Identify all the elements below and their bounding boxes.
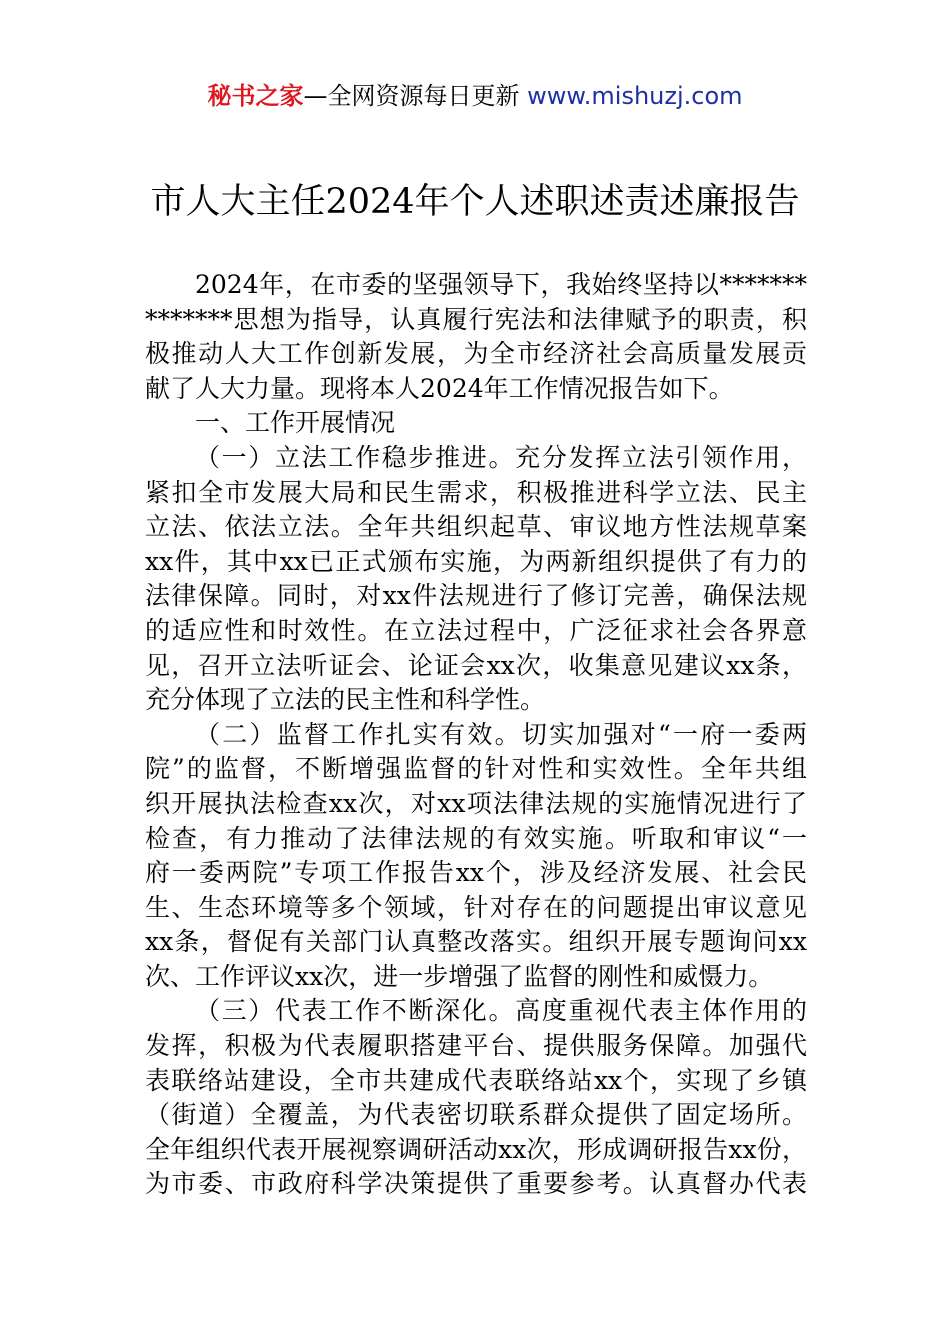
section-heading: 一、工作开展情况 <box>195 408 396 438</box>
text-line: 发挥，积极为代表履职搭建平台、提供服务保障。加强代 <box>145 1031 807 1061</box>
site-tagline: —全网资源每日更新 <box>303 82 528 110</box>
text-line: 法律保障。同时，对xx件法规进行了修订完善，确保法规 <box>145 581 807 611</box>
text-line: 表联络站建设，全市共建成代表联络站xx个，实现了乡镇 <box>145 1065 807 1095</box>
text-line: 生、生态环境等多个领域，针对存在的问题提出审议意见 <box>145 892 807 922</box>
text-line: 织开展执法检查xx次，对xx项法律法规的实施情况进行了 <box>145 788 807 818</box>
text-line: 紧扣全市发展大局和民生需求，积极推进科学立法、民主 <box>145 477 807 507</box>
text-line: 献了人大力量。现将本人2024年工作情况报告如下。 <box>145 373 734 403</box>
text-line: 立法、依法立法。全年共组织起草、审议地方性法规草案 <box>145 512 807 542</box>
text-line: 2024年，在市委的坚强领导下，我始终坚持以******* <box>195 270 807 299</box>
site-brand: 秘书之家 <box>207 82 304 110</box>
text-line: 全年组织代表开展视察调研活动xx次，形成调研报告xx份， <box>145 1134 807 1164</box>
text-line: xx条，督促有关部门认真整改落实。组织开展专题询问xx <box>145 927 807 957</box>
site-url-link[interactable]: www.mishuzj.com <box>527 82 743 110</box>
text-line: xx件，其中xx已正式颁布实施，为两新组织提供了有力的 <box>145 546 807 576</box>
text-line: （街道）全覆盖，为代表密切联系群众提供了固定场所。 <box>145 1100 807 1130</box>
text-line: 充分体现了立法的民主性和科学性。 <box>145 685 546 715</box>
text-line: 院”的监督，不断增强监督的针对性和实效性。全年共组 <box>145 754 807 784</box>
text-line: （三）代表工作不断深化。高度重视代表主体作用的 <box>195 996 807 1026</box>
document-body <box>145 268 807 1202</box>
text-line: *******思想为指导，认真履行宪法和法律赋予的职责，积 <box>145 304 807 334</box>
text-line: 见，召开立法听证会、论证会xx次，收集意见建议xx条， <box>145 650 807 680</box>
text-line: 府一委两院”专项工作报告xx个，涉及经济发展、社会民 <box>145 858 807 888</box>
text-line: 的适应性和时效性。在立法过程中，广泛征求社会各界意 <box>145 615 807 645</box>
text-line: （一）立法工作稳步推进。充分发挥立法引领作用， <box>195 442 807 472</box>
text-line: 次、工作评议xx次，进一步增强了监督的刚性和威慑力。 <box>145 961 774 991</box>
text-line: 极推动人大工作创新发展，为全市经济社会高质量发展贡 <box>145 339 807 369</box>
text-line: （二）监督工作扎实有效。切实加强对“一府一委两 <box>195 719 807 749</box>
site-header <box>0 80 950 112</box>
document-title: 市人大主任2024年个人述职述责述廉报告 <box>150 182 800 222</box>
text-line: 为市委、市政府科学决策提供了重要参考。认真督办代表 <box>145 1169 807 1199</box>
text-line: 检查，有力推动了法律法规的有效实施。听取和审议“一 <box>145 823 807 853</box>
